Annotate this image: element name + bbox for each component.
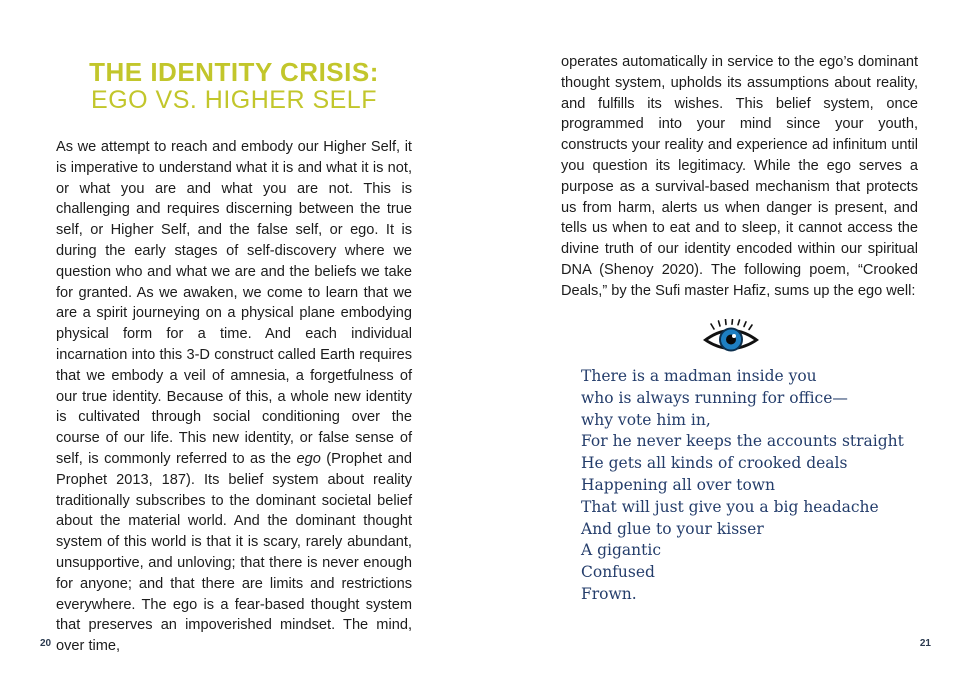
poem-line: He gets all kinds of crooked deals (581, 454, 848, 473)
heading-subtitle: EGO VS. HIGHER SELF (91, 86, 377, 114)
right-page (487, 0, 975, 675)
poem-line: There is a madman inside you (581, 367, 817, 385)
heading-title: THE IDENTITY CRISIS: (89, 57, 379, 87)
poem-line: And glue to your kisser (581, 519, 764, 538)
poem-line: That will just give you a big headache (581, 497, 879, 516)
eye-icon (700, 319, 762, 359)
right-body-paragraph: operates automatically in service to the ego’s dominant thought system, upholds its assumptions about reality, and fulfills its wishes. This belief system, once programmed into your mind since your youth, constructs your reality and experience ad infinitum until you question its legitimacy. While the ego serves a purpose as a survival-based mechanism that protects us from harm, alerts us when danger is present, and tells us when to eat and to sleep, it cannot access the divine truth of our identity encoded within our spiritual DNA (Shenoy 2020). The following poem, “Crooked Deals,” by the Sufi master Hafiz, sums up the ego well: (561, 54, 918, 299)
poem (581, 366, 904, 606)
body-text-part2: (Prophet and Prophet 2013, 187). Its belief system about reality traditionally subscribes to the dominant societal belief about the material world. And the dominant thought system of this world is that it is scary, rarely abundant, unsupportive, and unloving; that there is never enough for anyone; and that there are limits and restrictions everywhere. The ego is a fear-based thought system that preserves an impoverished mindset. The mind, over time, (56, 450, 412, 655)
page-number-left: 20 (40, 638, 52, 649)
left-body-paragraph (56, 137, 412, 657)
chapter-heading (56, 58, 412, 114)
poem-line: Frown. (581, 584, 637, 603)
poem-line: Confused (581, 563, 655, 582)
body-italic-term: ego (296, 450, 321, 467)
left-page (0, 0, 487, 675)
page-number-right: 21 (919, 638, 931, 649)
body-text-part1: As we attempt to reach and embody our Higher Self, it is imperative to understand what it is and what it is not, or what you are and what you are not. This is challenging and requires discerning between the true self, or Higher Self, and the false self, or ego. It is during the early stages of self-discovery where we question who and what we are and the beliefs we take for granted. As we awaken, we come to learn that we are a spirit journeying on a physical plane embodying physical form for a time. And each individual incarnation into this 3-D construct called Earth requires that we embody a veil of amnesia, a forgetfulness of our true identity. Because of this, a whole new identity is cultivated through social conditioning over the course of our life. This new identity, or false sense of self, is commonly referred to as the (56, 139, 412, 467)
poem-line: why vote him in, (581, 410, 711, 429)
poem-line: For he never keeps the accounts straight (581, 432, 904, 451)
poem-line: Happening all over town (581, 475, 776, 494)
poem-line: who is always running for office— (581, 388, 848, 407)
poem-line: A gigantic (581, 541, 662, 560)
